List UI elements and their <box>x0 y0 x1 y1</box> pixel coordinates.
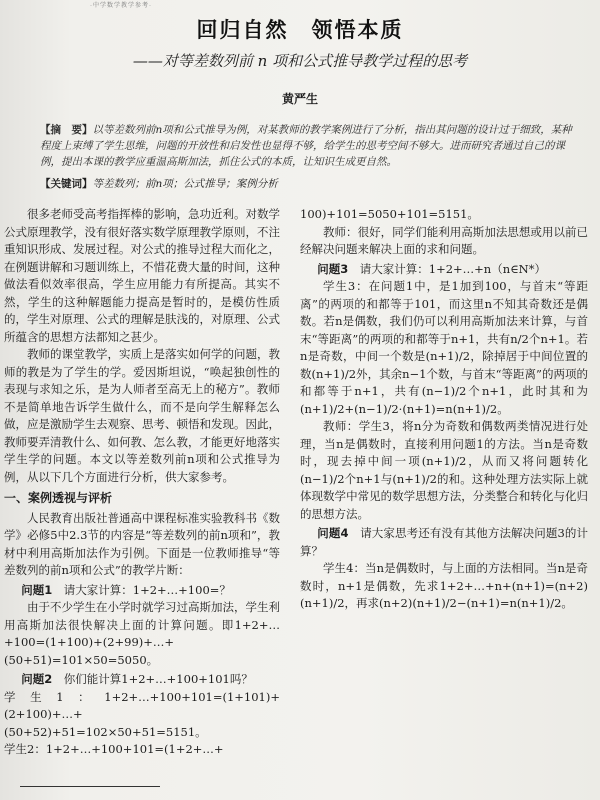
left-column <box>4 206 280 759</box>
footnote-rule <box>20 786 160 787</box>
question-2-label: 问题2 <box>21 672 53 686</box>
paragraph-gauss: 由于不少学生在小学时就学习过高斯加法，学生利用高斯加法很快解决上面的计算问题。即1+2+…+100=(1+100)+(2+99)+…+(50+51)=101×50=5050。 <box>4 600 280 667</box>
question-2 <box>4 671 280 689</box>
continuation-line: 100)+101=5050+101=5151。 <box>300 207 479 221</box>
question-1-text: 请大家计算：1+2+…+100=？ <box>63 582 231 597</box>
running-header: ·中学数学教学参考· <box>90 3 152 8</box>
question-1 <box>4 582 280 600</box>
keywords <box>40 176 575 192</box>
paragraph-intro: 很多老师受高考指挥棒的影响，急功近利。对数学公式原理教学，没有很好落实数学原理教学原则，不注重知识形成、发展过程。对公式的推导过程大而化之，在例题讲解和习题训练上，不惜花费大量的时间，这种做法看似效率很高，学生应用能力有所提高。其实不然，学生的这种解题能力提高是暂时的，是模仿性质的，学生对原理、公式的理解是肤浅的，对原理、公式所蕴含的思想方法都知之甚少。 <box>4 207 280 344</box>
teacher-comment-1: 教师：很好，同学们能利用高斯加法思想或用以前已经解决问题来解决上面的求和问题。 <box>300 224 588 256</box>
article-subtitle: ——对等差数列前 n 项和公式推导教学过程的思考 <box>132 52 468 70</box>
question-1-label: 问题1 <box>21 582 53 597</box>
question-4 <box>300 525 588 560</box>
section-heading: 一、案例透视与评析 <box>4 491 113 505</box>
abstract <box>40 122 575 170</box>
student-3-answer: 学生3：在问题1中，是1加到100，与首末“等距离”的两项的和都等于101，而这里n不知其奇数还是偶数。若n是偶数，我们仍可以利用高斯加法来计算，与首末“等距离”的两项的和都等于n+1，共有n/2个n+1。若n是奇数，中间一个数是(n+1)/2，除掉居于中间位置的数(n+1)/2外，其余n−1个数，与首末“等距离”的两项的和都等于n+1，共有(n−1)/2个n+1，此时其和为(n+1)/2+(n−1)/2·(n+1)=n(n+1)/2。 <box>300 279 588 416</box>
author-name: 黄严生 <box>281 92 318 106</box>
question-2-text: 你们能计算1+2+…+100+101吗？ <box>63 672 253 686</box>
article-title: 回归自然 领悟本质 <box>196 18 404 42</box>
question-4-label: 问题4 <box>317 526 349 540</box>
paragraph-case: 人民教育出版社普通高中课程标准实验教科书《数学》必修5中2.3节的内容是“等差数列的前n项和”，教材中利用高斯加法作为引例。下面是一位教师推导“等差数列的前n项和公式”的教学片断： <box>4 510 280 577</box>
student-2-answer: 学生2：1+2+…+100+101=(1+2+…+ <box>4 742 224 756</box>
keywords-text: 等差数列；前n项；公式推导；案例分析 <box>92 178 278 190</box>
student-1-answer: 学生1：1+2+…+100+101=(1+101)+(2+100)+…+(50+52)+51=102×50+51=5151。 <box>4 689 280 739</box>
question-4-text: 请大家思考还有没有其他方法解决问题3的计算？ <box>300 526 588 558</box>
question-3-label: 问题3 <box>317 261 349 276</box>
question-3 <box>300 261 588 279</box>
paragraph-teaching: 教师的课堂教学，实质上是落实如何学的问题，教师的教是为了学生的学。爱因斯坦说，“唤起独创性的表现与求知之乐，是为人师者至高无上的秘方”。教师不是简单地告诉学生做什么，而不是向学生解释怎么做，应是激励学生去观察、思考、顿悟和发现。因此，教师要弄清教什么、如何教、怎么教，才能更好地落实学生学的问题。本文以等差数列前n项和公式推导为例，从以下几个方面进行分析，供大家参考。 <box>4 347 280 484</box>
teacher-comment-2: 教师：学生3，将n分为奇数和偶数两类情况进行处理，当n是偶数时，直接利用问题1的方法。当n是奇数时，现去掉中间一项(n+1)/2，从而又将问题转化(n−1)/2个n+1与(n+1)/2的和。这种处理方法实际上就体现数学中常见的数学思想方法，分类整合和转化与化归的思想方法。 <box>300 419 588 521</box>
right-column <box>300 206 588 613</box>
keywords-label: 【关键词】 <box>40 178 93 190</box>
student-4-answer: 学生4：当n是偶数时，与上面的方法相同。当n是奇数时，n+1是偶数，先求1+2+…+n+(n+1)=(n+2)(n+1)/2，再求(n+2)(n+1)/2−(n+1)=n(n+1)/2。 <box>300 561 588 610</box>
question-3-text: 请大家计算：1+2+…+n（n∈N*） <box>359 261 546 276</box>
abstract-text: 以等差数列前n项和公式推导为例，对某教师的教学案例进行了分析，指出其问题的设计过于细致，某种程度上束缚了学生思维，问题的开放性和启发性也显得不够，给学生的思考空间不够大。进而研究者通过自己的课例，提出本课的教学应重温高斯加法，抓住公式的本质，让知识生成更自然。 <box>40 124 572 168</box>
abstract-label: 【摘 要】 <box>40 124 93 136</box>
